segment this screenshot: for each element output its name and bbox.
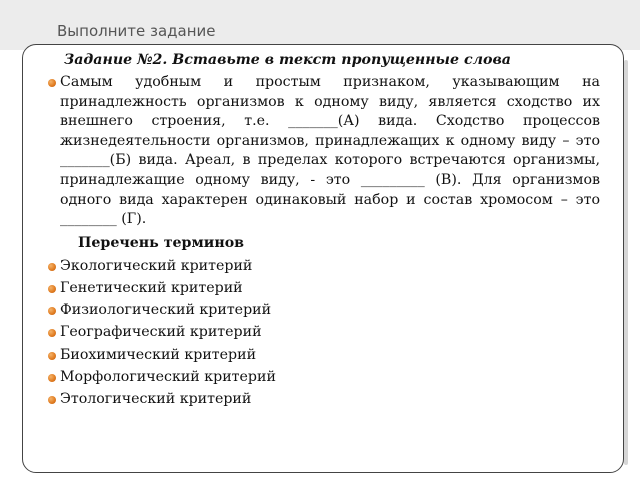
header-bar [0,0,640,50]
term-item: Экологический критерий [60,257,600,277]
term-item: Этологический критерий [60,390,600,410]
task-title: Задание №2. Вставьте в текст пропущенные слова [64,52,511,68]
content-area [60,51,600,412]
terms-heading: Перечень терминов [78,234,245,251]
term-item: Физиологический критерий [60,301,600,321]
term-item: Генетический критерий [60,279,600,299]
term-item: Биохимический критерий [60,346,600,366]
term-item: Географический критерий [60,323,600,343]
term-item: Морфологический критерий [60,368,600,388]
task-paragraph: Самым удобным и простым признаком, указывающим на принадлежность организмов к одному виду, является сходство их внешнего строения, т.е. _______(А) вида. Сходство процессов жизнедеятельности организмов, принадлежащих к одному виду – это _______(Б) вида. Ареал, в пределах которого встречаются организмы, принадлежащие одному виду, - это _________ (В). Для организмов одного вида характерен одинаковый набор и состав хромосом – это ________ (Г). [60,73,600,230]
slide-title: Выполните задание [57,22,216,40]
term-list [60,257,600,410]
frame-shadow [624,60,628,465]
